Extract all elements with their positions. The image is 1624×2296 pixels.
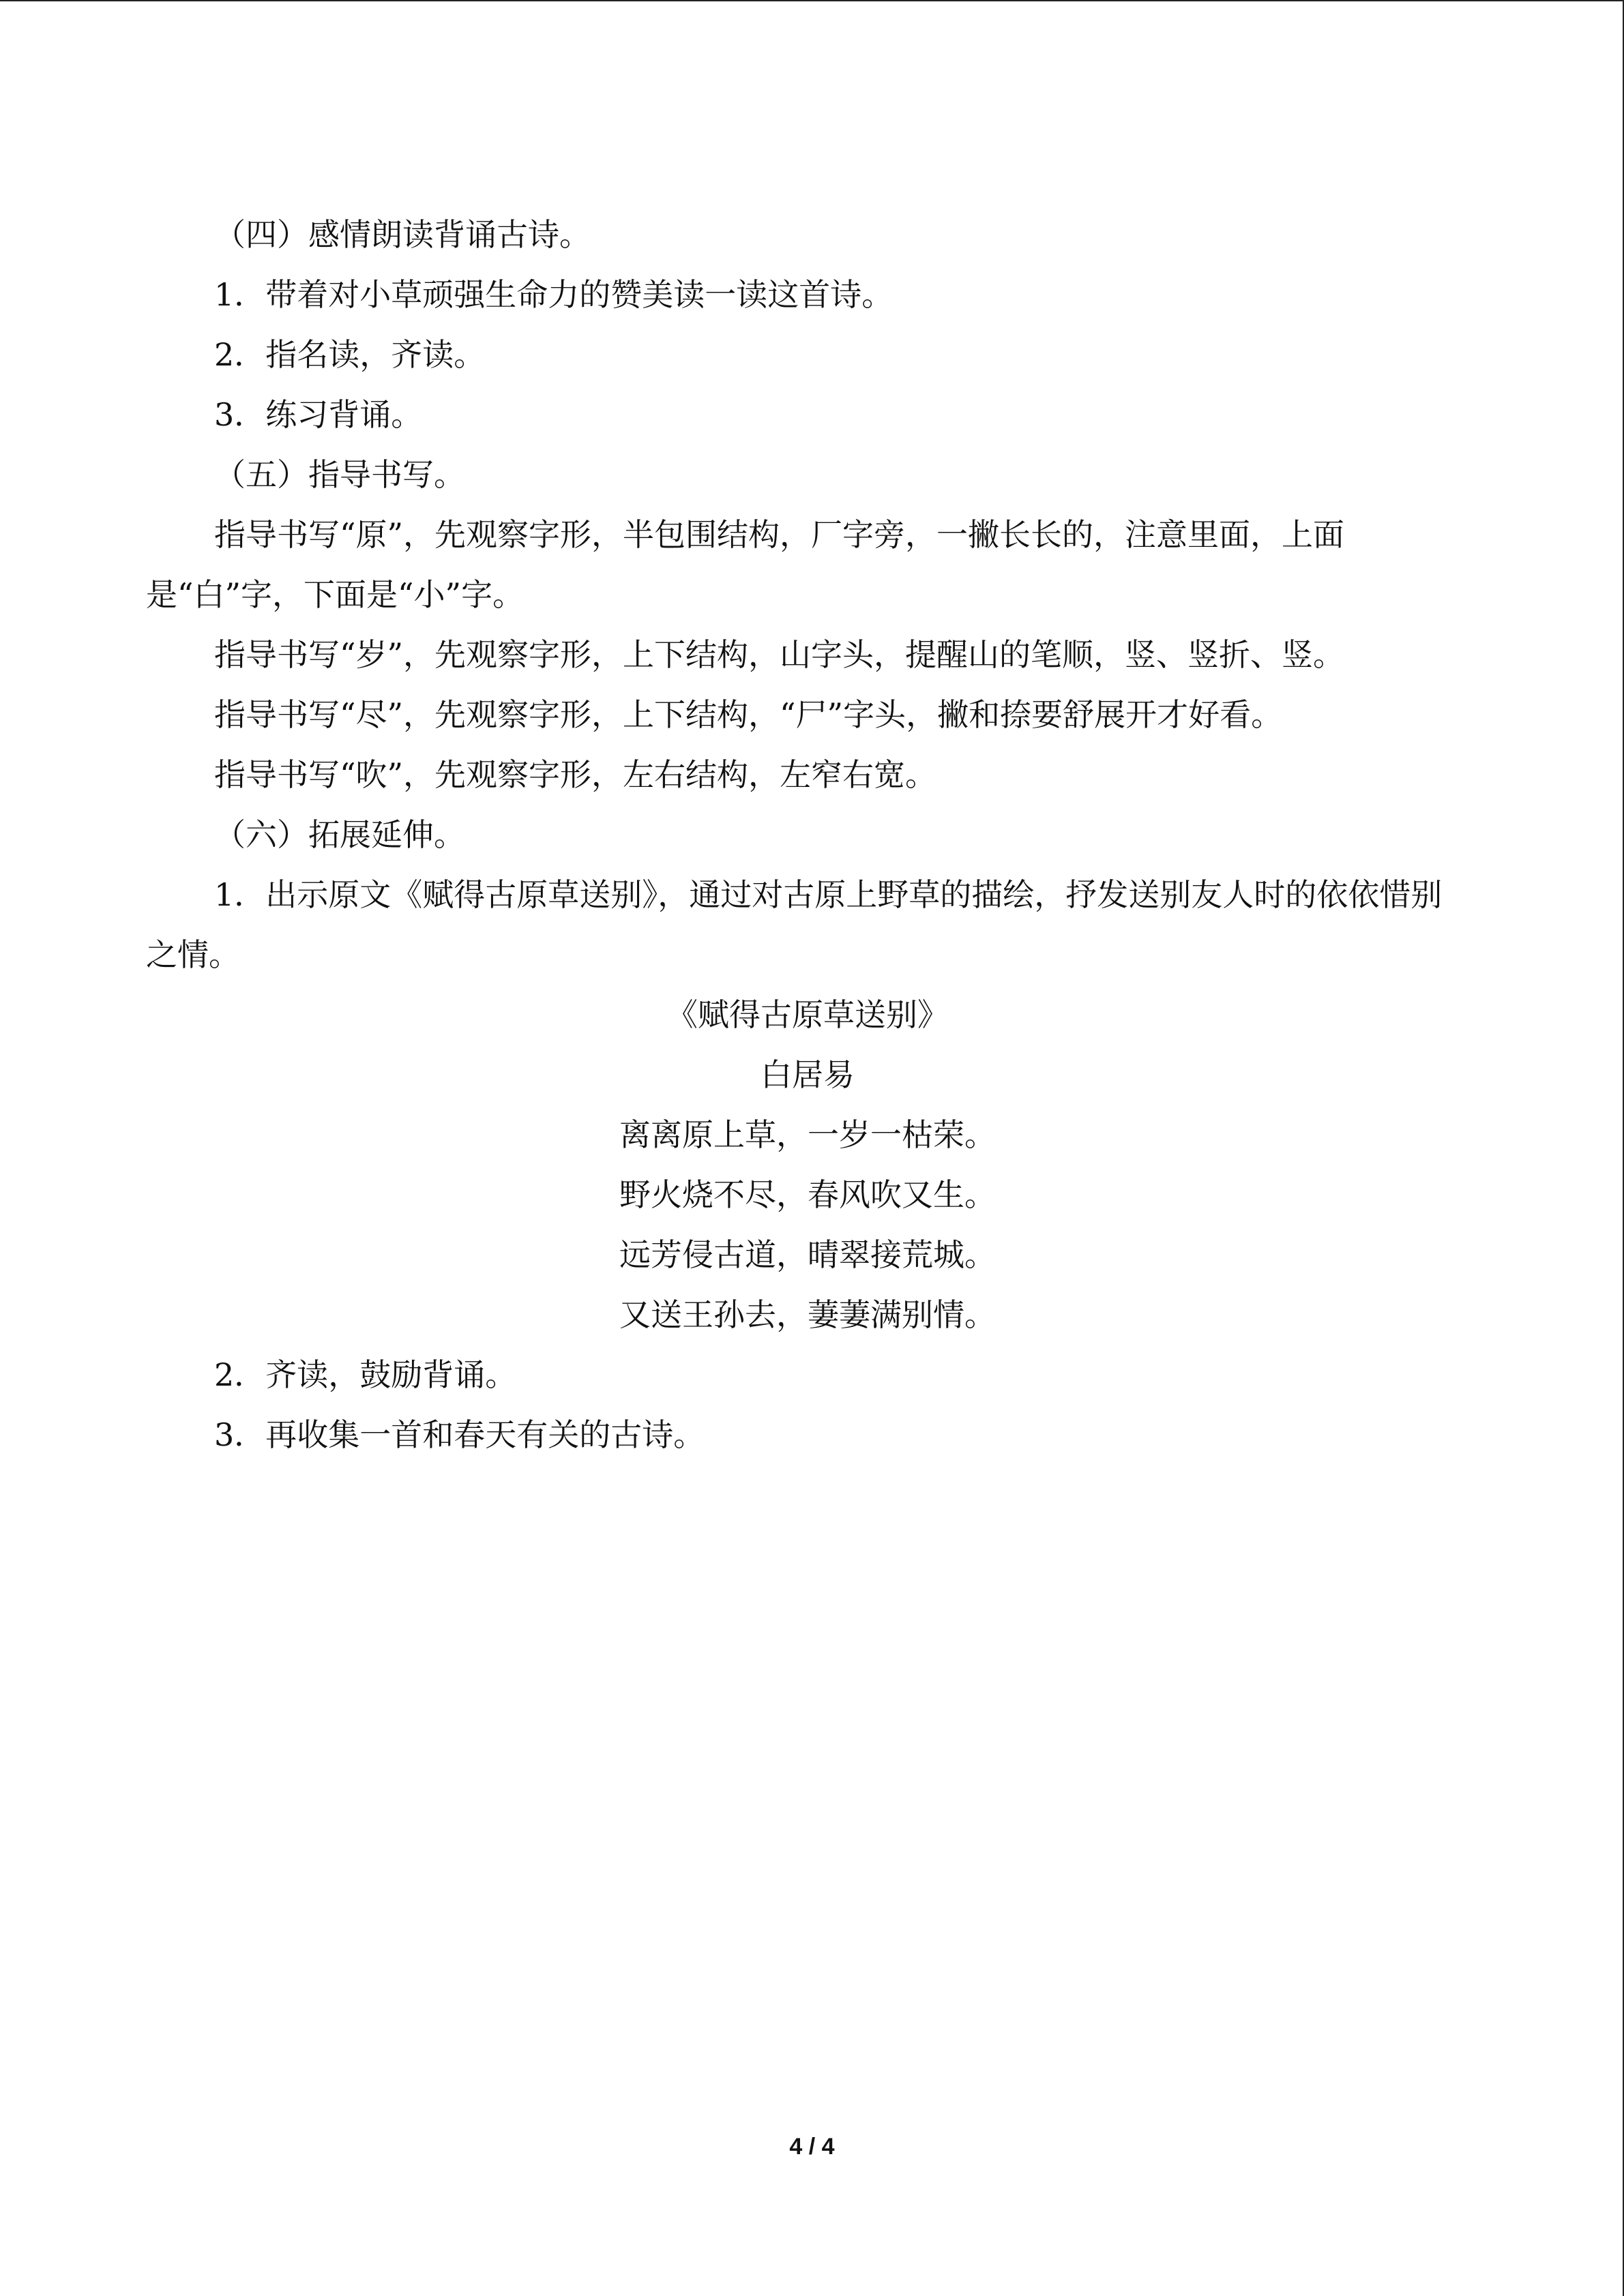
document-body (146, 205, 1469, 1465)
paragraph-write-jin: 指导书写“尽”，先观察字形，上下结构，“尸”字头，撇和捺要舒展开才好看。 (214, 696, 1283, 733)
section-heading-4: （四）感情朗读背诵古诗。 (214, 216, 591, 253)
section-heading-6: （六）拓展延伸。 (214, 816, 465, 853)
paragraph-write-sui: 指导书写“岁”，先观察字形，上下结构，山字头，提醒山的笔顺，竖、竖折、竖。 (214, 636, 1345, 673)
paragraph-extension-3: 3．再收集一首和春天有关的古诗。 (214, 1416, 705, 1453)
poem-line: 野火烧不尽，春风吹又生。 (619, 1176, 996, 1213)
paragraph-step-1: 1．带着对小草顽强生命力的赞美读一读这首诗。 (214, 276, 894, 313)
page-top-border (0, 0, 1624, 1)
poem-line: 又送王孙去，萋萋满别情。 (619, 1296, 996, 1333)
paragraph-step-3: 3．练习背诵。 (214, 396, 423, 433)
poem (146, 985, 1469, 1345)
paragraph-step-2: 2．指名读，齐读。 (214, 336, 486, 373)
poem-line: 离离原上草，一岁一枯荣。 (619, 1116, 996, 1153)
poem-title: 《赋得古原草送别》 (666, 996, 949, 1033)
poem-author: 白居易 (761, 1056, 855, 1093)
paragraph-extension-2: 2．齐读，鼓励背诵。 (214, 1356, 517, 1393)
poem-line: 远芳侵古道，晴翠接荒城。 (619, 1236, 996, 1273)
paragraph-write-yuan: 指导书写“原”，先观察字形，半包围结构，厂字旁，一撇长长的，注意里面，上面是“白”字，下面是“小”字。 (146, 516, 1345, 613)
page-number: 4 / 4 (789, 2134, 835, 2160)
paragraph-extension-1: 1．出示原文《赋得古原草送别》，通过对古原上野草的描绘，抒发送别友人时的依依惜别之情。 (146, 876, 1443, 973)
section-heading-5: （五）指导书写。 (214, 456, 465, 493)
paragraph-write-chui: 指导书写“吹”，先观察字形，左右结构，左窄右宽。 (214, 756, 937, 793)
